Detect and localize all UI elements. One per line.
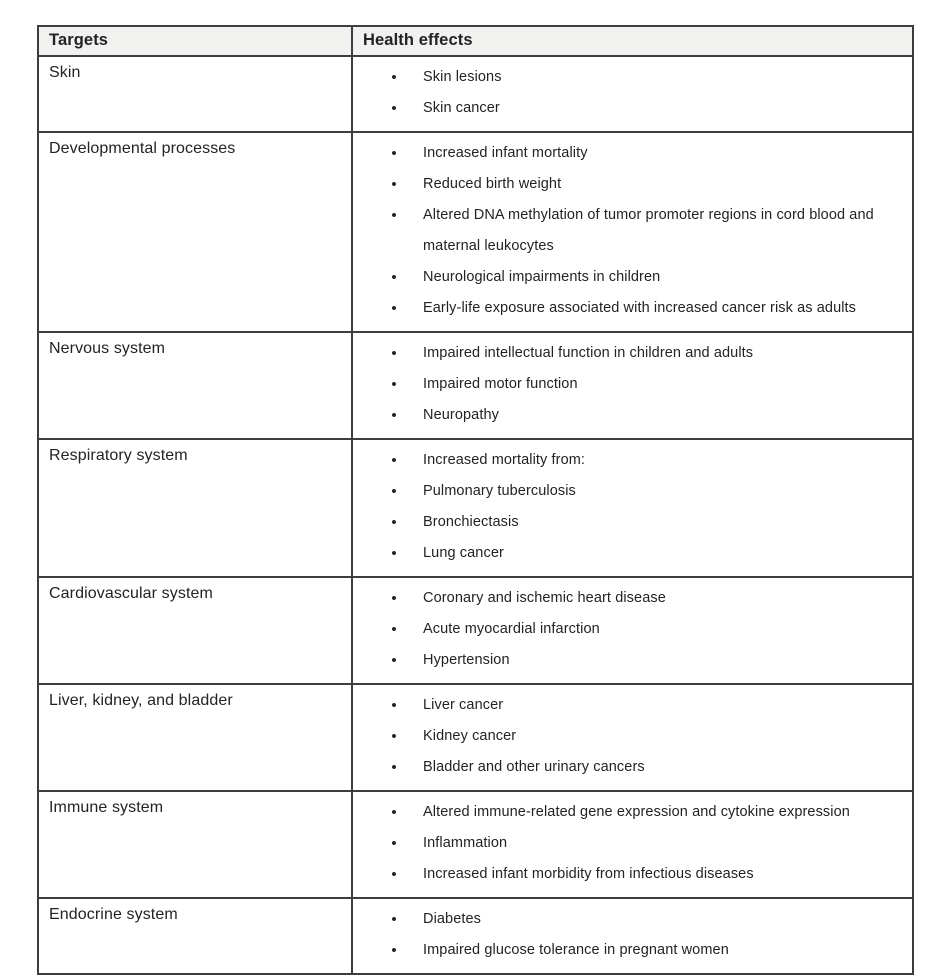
- target-cell: Developmental processes: [38, 132, 352, 332]
- health-effect-text: Bladder and other urinary cancers: [423, 759, 645, 775]
- bullet-icon: •: [391, 514, 397, 531]
- health-effect-text: Diabetes: [423, 911, 482, 927]
- health-effect-text: Altered DNA methylation of tumor promoter regions in cord blood and maternal leukocytes: [423, 207, 874, 254]
- bullet-icon: •: [391, 911, 397, 928]
- effects-cell: [352, 132, 913, 332]
- health-effect-item: [353, 797, 906, 828]
- bullet-icon: •: [391, 835, 397, 852]
- health-effect-item: [353, 293, 906, 324]
- table-body: [38, 56, 913, 974]
- bullet-icon: •: [391, 269, 397, 286]
- bullet-icon: •: [391, 590, 397, 607]
- health-effect-text: Impaired glucose tolerance in pregnant women: [423, 942, 729, 958]
- table-row: [38, 684, 913, 791]
- health-effect-item: [353, 752, 906, 783]
- target-cell: Endocrine system: [38, 898, 352, 974]
- health-effects-list: [353, 338, 906, 431]
- bullet-icon: •: [391, 866, 397, 883]
- health-effect-text: Neurological impairments in children: [423, 269, 661, 285]
- bullet-icon: •: [391, 452, 397, 469]
- health-effect-item: [353, 169, 906, 200]
- health-effect-item: [353, 138, 906, 169]
- health-effect-text: Impaired intellectual function in children and adults: [423, 345, 754, 361]
- health-effect-text: Early-life exposure associated with increased cancer risk as adults: [423, 300, 857, 316]
- table-row: [38, 791, 913, 898]
- effects-cell: [352, 56, 913, 132]
- bullet-icon: •: [391, 407, 397, 424]
- bullet-icon: •: [391, 300, 397, 317]
- effects-cell: [352, 332, 913, 439]
- health-effect-text: Reduced birth weight: [423, 176, 562, 192]
- table-row: [38, 439, 913, 577]
- health-effect-text: Increased infant mortality: [423, 145, 588, 161]
- health-effects-list: [353, 904, 906, 966]
- health-effect-item: [353, 538, 906, 569]
- bullet-icon: •: [391, 697, 397, 714]
- table-row: [38, 56, 913, 132]
- health-effect-item: [353, 476, 906, 507]
- bullet-icon: •: [391, 207, 397, 224]
- target-cell: Skin: [38, 56, 352, 132]
- bullet-icon: •: [391, 652, 397, 669]
- bullet-icon: •: [391, 100, 397, 117]
- bullet-icon: •: [391, 69, 397, 86]
- bullet-icon: •: [391, 145, 397, 162]
- health-effect-item: [353, 583, 906, 614]
- health-effect-item: [353, 200, 906, 262]
- bullet-icon: •: [391, 942, 397, 959]
- effects-cell: [352, 791, 913, 898]
- table-row: [38, 577, 913, 684]
- target-cell: Cardiovascular system: [38, 577, 352, 684]
- health-effect-text: Neuropathy: [423, 407, 499, 423]
- health-effect-item: [353, 62, 906, 93]
- health-effects-list: [353, 583, 906, 676]
- health-effect-text: Impaired motor function: [423, 376, 578, 392]
- bullet-icon: •: [391, 483, 397, 500]
- health-effects-list: [353, 62, 906, 124]
- health-effects-list: [353, 445, 906, 569]
- table-row: [38, 898, 913, 974]
- health-effect-item: [353, 690, 906, 721]
- effects-cell: [352, 898, 913, 974]
- health-effect-text: Kidney cancer: [423, 728, 517, 744]
- health-effects-table: [37, 25, 914, 975]
- health-effect-item: [353, 507, 906, 538]
- health-effect-item: [353, 721, 906, 752]
- health-effect-text: Skin cancer: [423, 100, 500, 116]
- health-effect-item: [353, 904, 906, 935]
- effects-cell: [352, 577, 913, 684]
- health-effects-list: [353, 690, 906, 783]
- table-header-row: [38, 26, 913, 56]
- health-effect-item: [353, 828, 906, 859]
- bullet-icon: •: [391, 621, 397, 638]
- bullet-icon: •: [391, 545, 397, 562]
- health-effect-text: Liver cancer: [423, 697, 504, 713]
- health-effects-list: [353, 138, 906, 324]
- health-effects-list: [353, 797, 906, 890]
- bullet-icon: •: [391, 728, 397, 745]
- health-effect-item: [353, 338, 906, 369]
- bullet-icon: •: [391, 759, 397, 776]
- effects-cell: [352, 684, 913, 791]
- column-header-targets: Targets: [38, 26, 352, 56]
- effects-cell: [352, 439, 913, 577]
- health-effect-item: [353, 445, 906, 476]
- health-effect-text: Acute myocardial infarction: [423, 621, 600, 637]
- health-effect-text: Bronchiectasis: [423, 514, 519, 530]
- health-effect-item: [353, 645, 906, 676]
- health-effect-item: [353, 262, 906, 293]
- health-effect-item: [353, 614, 906, 645]
- health-effect-text: Increased infant morbidity from infectious diseases: [423, 866, 754, 882]
- health-effect-text: Pulmonary tuberculosis: [423, 483, 576, 499]
- health-effect-text: Skin lesions: [423, 69, 502, 85]
- health-effect-text: Hypertension: [423, 652, 510, 668]
- health-effect-text: Coronary and ischemic heart disease: [423, 590, 666, 606]
- target-cell: Liver, kidney, and bladder: [38, 684, 352, 791]
- bullet-icon: •: [391, 345, 397, 362]
- health-effect-text: Increased mortality from:: [423, 452, 586, 468]
- health-effect-item: [353, 400, 906, 431]
- bullet-icon: •: [391, 176, 397, 193]
- table-row: [38, 332, 913, 439]
- table-row: [38, 132, 913, 332]
- health-effect-text: Inflammation: [423, 835, 508, 851]
- health-effect-text: Altered immune-related gene expression and cytokine expression: [423, 804, 850, 820]
- bullet-icon: •: [391, 804, 397, 821]
- health-effect-item: [353, 369, 906, 400]
- health-effect-item: [353, 93, 906, 124]
- target-cell: Immune system: [38, 791, 352, 898]
- health-effect-item: [353, 859, 906, 890]
- column-header-health-effects: Health effects: [352, 26, 913, 56]
- target-cell: Nervous system: [38, 332, 352, 439]
- health-effect-text: Lung cancer: [423, 545, 504, 561]
- target-cell: Respiratory system: [38, 439, 352, 577]
- bullet-icon: •: [391, 376, 397, 393]
- health-effect-item: [353, 935, 906, 966]
